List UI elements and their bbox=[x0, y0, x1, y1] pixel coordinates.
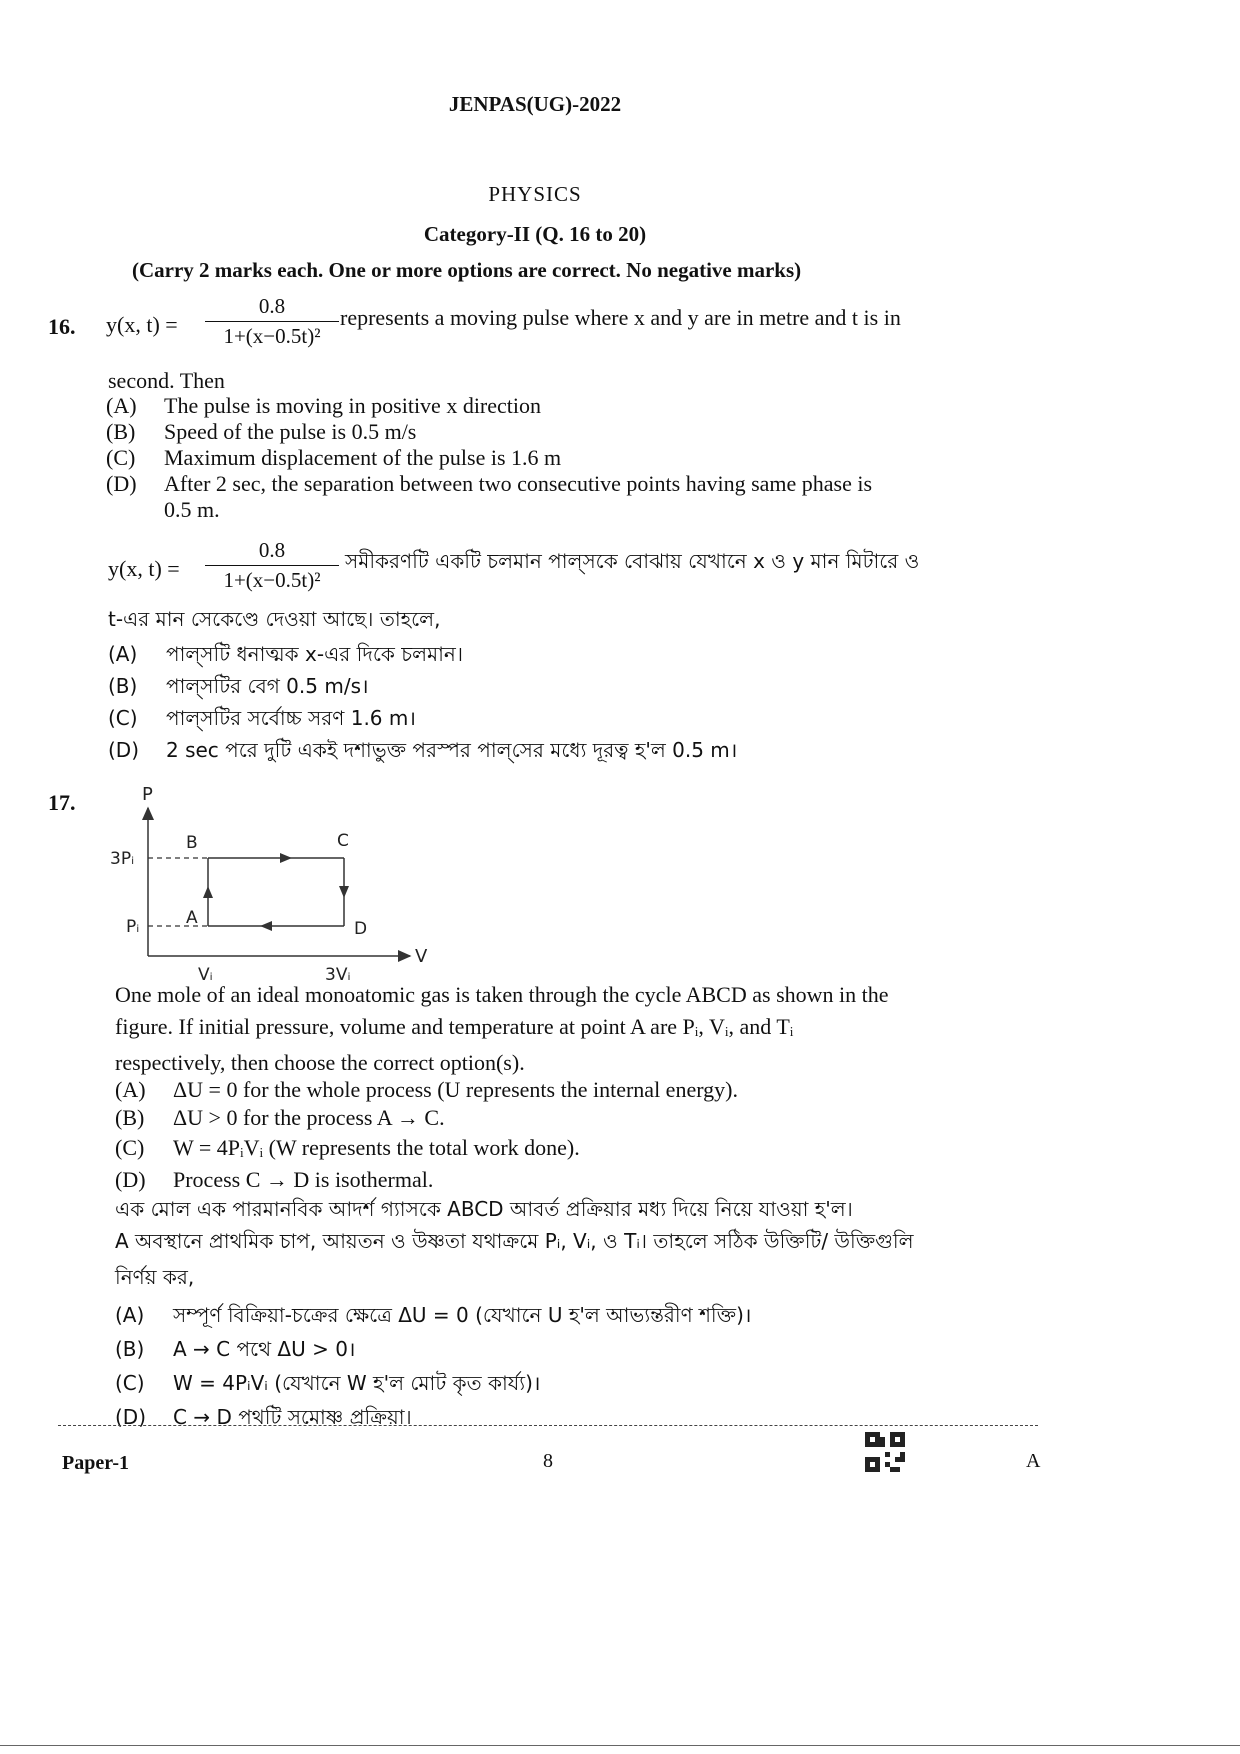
q17-options-bn bbox=[115, 1298, 751, 1434]
exam-title: JENPAS(UG)-2022 bbox=[448, 92, 622, 116]
option-d-bn: (D) 2 sec পরে দুটি একই দশাভুক্ত পরস্পর পাল্‌সের মধ্যে দূরত্ব হ'ল 0.5 m। bbox=[108, 738, 738, 762]
label-3pi: 3Pᵢ bbox=[110, 849, 135, 869]
q17-option-a-en: (A) ΔU = 0 for the whole process (U represents the internal energy). bbox=[115, 1077, 738, 1102]
q16-denominator: 1+(x−0.5t)² bbox=[223, 324, 321, 348]
q17-option-c-bn: (C) W = 4PᵢVᵢ (যেখানে W হ'ল মোট কৃত কার্য্য)। bbox=[115, 1371, 541, 1395]
label-vi: Vᵢ bbox=[198, 965, 213, 985]
q17-option-b-bn: (B) A → C পথে ΔU > 0। bbox=[115, 1337, 356, 1361]
q16-numerator: 0.8 bbox=[258, 294, 286, 318]
option-d-en-cont: 0.5 m. bbox=[164, 497, 220, 522]
instructions: (Carry 2 marks each. One or more options are correct. No negative marks) bbox=[132, 258, 802, 282]
option-b-en: (B) Speed of the pulse is 0.5 m/s bbox=[106, 419, 417, 444]
option-a-en: (A) The pulse is moving in positive x direction bbox=[106, 393, 542, 418]
q16-denominator-bn: 1+(x−0.5t)² bbox=[223, 568, 321, 592]
q17-option-c-en: (C) W = 4PᵢVᵢ (W represents the total work done). bbox=[115, 1135, 580, 1160]
q16-numerator-bn: 0.8 bbox=[258, 538, 286, 562]
q17-text-bn-2: A অবস্থানে প্রাথমিক চাপ, আয়তন ও উষ্ণতা যথাক্রমে Pᵢ, Vᵢ, ও Tᵢ। তাহলে সঠিক উক্তিটি/ উক্তিগুলি bbox=[115, 1229, 914, 1253]
axis-label-p: P bbox=[142, 784, 153, 805]
q16-lhs: y(x, t) = bbox=[106, 312, 178, 337]
q16-text-bn-2: t-এর মান সেকেণ্ডে দেওয়া আছে। তাহলে, bbox=[108, 607, 441, 631]
option-a-bn: (A) পাল্‌সটি ধনাত্মক x-এর দিকে চলমান। bbox=[108, 642, 463, 666]
question-number-17: 17. bbox=[48, 790, 76, 815]
point-a-label: A bbox=[186, 908, 198, 928]
arrow-d-a bbox=[260, 921, 272, 931]
q16-fraction-bn bbox=[205, 538, 339, 593]
q17-text-bn-1: এক মোল এক পারমানবিক আদর্শ গ্যাসকে ABCD আবর্ত প্রক্রিয়ার মধ্য দিয়ে নিয়ে যাওয়া হ'ল। bbox=[115, 1197, 853, 1221]
q16-fraction bbox=[205, 294, 339, 349]
q16-lhs-bn: y(x, t) = bbox=[108, 556, 180, 581]
q16-text-bn-1: সমীকরণটি একটি চলমান পাল্‌সকে বোঝায় যেখানে x ও y মান মিটারে ও bbox=[345, 549, 920, 573]
set-label: A bbox=[1026, 1450, 1041, 1472]
pv-diagram bbox=[100, 780, 450, 985]
qr-code-icon bbox=[865, 1432, 905, 1472]
option-b-bn: (B) পাল্‌সটির বেগ 0.5 m/s। bbox=[108, 674, 369, 698]
point-b-label: B bbox=[186, 833, 198, 853]
q17-text-en-2: figure. If initial pressure, volume and temperature at point A are Pᵢ, Vᵢ, and Tᵢ bbox=[115, 1014, 794, 1039]
footer-divider bbox=[58, 1425, 1038, 1426]
q16-text-en-2: second. Then bbox=[108, 368, 225, 393]
q17-text-bn-3: নির্ণয় কর, bbox=[115, 1265, 195, 1289]
option-d-en: (D) After 2 sec, the separation between two consecutive points having same phase is bbox=[106, 471, 873, 496]
question-number-16: 16. bbox=[48, 314, 76, 339]
option-c-bn: (C) পাল্‌সটির সর্বোচ্চ সরণ 1.6 m। bbox=[108, 706, 416, 730]
q16-text-en-1: represents a moving pulse where x and y are in metre and t is in bbox=[340, 305, 901, 330]
arrow-c-d bbox=[339, 886, 349, 898]
arrow-a-b bbox=[203, 886, 213, 898]
arrow-b-c bbox=[280, 853, 292, 863]
q17-option-a-bn: (A) সম্পূর্ণ বিক্রিয়া-চক্রের ক্ষেত্রে ΔU = 0 (যেখানে U হ'ল আভ্যন্তরীণ শক্তি)। bbox=[115, 1303, 752, 1327]
q17-options-en bbox=[115, 1076, 738, 1196]
q16-options-bn bbox=[108, 638, 737, 766]
axis-label-v: V bbox=[415, 946, 428, 967]
q17-text-en-1: One mole of an ideal monoatomic gas is taken through the cycle ABCD as shown in the bbox=[115, 982, 889, 1007]
page-number: 8 bbox=[543, 1450, 553, 1472]
point-c-label: C bbox=[337, 831, 349, 851]
category-heading: Category-II (Q. 16 to 20) bbox=[423, 222, 647, 246]
q17-option-d-bn: (D) C → D পথটি সমোষ্ণ প্রক্রিয়া। bbox=[115, 1405, 412, 1429]
q17-text-en-3: respectively, then choose the correct option(s). bbox=[115, 1050, 525, 1075]
point-d-label: D bbox=[354, 919, 368, 939]
q17-option-d-en: (D) Process C → D is isothermal. bbox=[115, 1167, 434, 1192]
paper-label: Paper-1 bbox=[62, 1452, 130, 1474]
option-c-en: (C) Maximum displacement of the pulse is 1.6 m bbox=[106, 445, 562, 470]
label-3vi: 3Vᵢ bbox=[325, 965, 351, 985]
label-pi: Pᵢ bbox=[126, 917, 140, 937]
page-bottom-edge bbox=[0, 1745, 1240, 1746]
q17-option-b-en: (B) ΔU > 0 for the process A → C. bbox=[115, 1105, 445, 1130]
subject-heading: PHYSICS bbox=[488, 182, 582, 206]
q16-options-en bbox=[106, 393, 872, 523]
